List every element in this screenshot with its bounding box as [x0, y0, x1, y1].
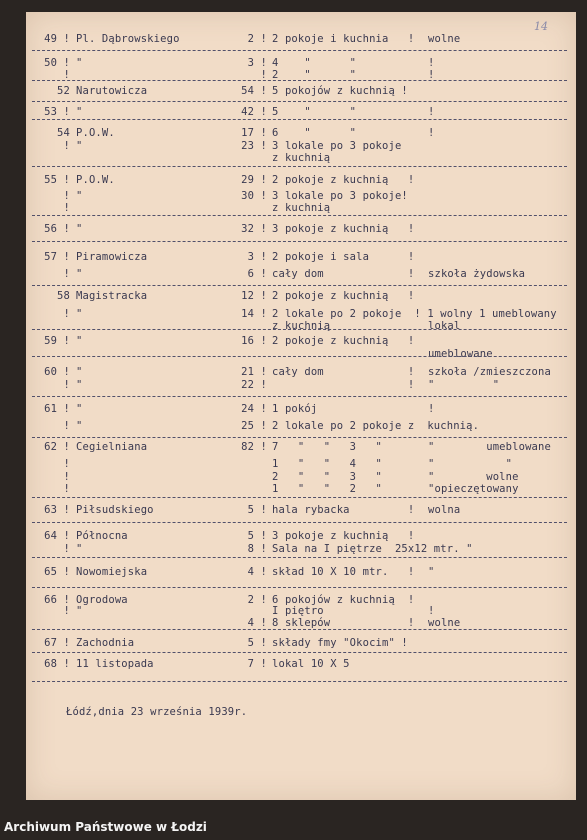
premises-description: ! [272, 379, 415, 391]
closing-date-line: Łódź,dnia 23 września 1939r. [66, 706, 248, 718]
house-number: 4 ! [247, 617, 267, 629]
row-number: ! [63, 605, 70, 617]
house-number: 21 ! [241, 366, 267, 378]
status-note: ! [428, 106, 435, 118]
row-separator [32, 215, 567, 216]
premises-description: I piętro [272, 605, 324, 617]
premises-description: 4 " " [272, 57, 357, 69]
premises-description: 5 " " [272, 106, 357, 118]
house-number: 82 ! [241, 441, 267, 453]
row-separator [32, 437, 567, 438]
status-note: ! [428, 605, 435, 617]
house-number: 23 ! [241, 140, 267, 152]
premises-description: 3 pokoje z kuchnią ! [272, 530, 415, 542]
premises-description: 2 pokoje z kuchnią ! [272, 335, 415, 347]
row-separator [32, 356, 567, 357]
house-number: 22 ! [241, 379, 267, 391]
street-name: " [76, 543, 83, 555]
row-number: ! [63, 190, 70, 202]
status-note: " " [428, 379, 500, 391]
house-number: 25 ! [241, 420, 267, 432]
house-number: 42 ! [241, 106, 267, 118]
house-number: 2 ! [247, 594, 267, 606]
premises-description: 5 pokojów z kuchnią ! [272, 85, 408, 97]
row-number: 68 ! [44, 658, 70, 670]
street-name: Ogrodowa [76, 594, 128, 606]
row-number: 52 [57, 85, 70, 97]
premises-description: 2 lokale po 2 pokoje z kuchnią. [272, 420, 480, 432]
street-name: " [76, 57, 83, 69]
house-number: 17 ! [241, 127, 267, 139]
street-name: " [76, 308, 83, 320]
row-number: 66 ! [44, 594, 70, 606]
premises-description: 3 pokoje z kuchnią ! [272, 223, 415, 235]
row-number: ! [63, 69, 70, 81]
row-separator [32, 241, 567, 242]
street-name: " [76, 190, 83, 202]
house-number: 30 ! [241, 190, 267, 202]
premises-description: Sala na I piętrze 25x12 mtr. " [272, 543, 473, 555]
premises-description: 8 sklepów ! [272, 617, 415, 629]
street-name: P.O.W. [76, 127, 115, 139]
row-number: 54 [57, 127, 70, 139]
row-separator [32, 681, 567, 682]
house-number: 5 ! [247, 637, 267, 649]
premises-description: z kuchnią [272, 202, 331, 214]
street-name: Magistracka [76, 290, 148, 302]
row-number: 50 ! [44, 57, 70, 69]
status-note: ! [428, 403, 435, 415]
house-number: 3 ! [247, 57, 267, 69]
premises-description: cały dom ! [272, 268, 415, 280]
row-separator [32, 522, 567, 523]
row-number: ! [63, 379, 70, 391]
row-number: ! [63, 268, 70, 280]
premises-description: 2 lokale po 2 pokoje ! 1 wolny 1 umeblowany [272, 308, 557, 320]
premises-description: z kuchnią [272, 152, 331, 164]
status-note: umeblowane [428, 348, 493, 360]
row-number: ! [63, 483, 70, 495]
status-note: wolne [428, 33, 461, 45]
premises-description: 6 pokojów z kuchnią ! [272, 594, 415, 606]
street-name: " [76, 420, 83, 432]
row-separator [32, 396, 567, 397]
house-number: 6 ! [247, 268, 267, 280]
row-separator [32, 166, 567, 167]
row-number: ! [63, 458, 70, 470]
street-name: 11 listopada [76, 658, 154, 670]
status-note: ! [428, 57, 435, 69]
premises-description: 3 lokale po 3 pokoje! [272, 190, 408, 202]
row-number: 56 ! [44, 223, 70, 235]
row-number: 60 ! [44, 366, 70, 378]
street-name: " [76, 140, 83, 152]
premises-description: 2 pokoje z kuchnią ! [272, 290, 415, 302]
premises-description: hala rybacka ! [272, 504, 415, 516]
status-note: szkoła żydowska [428, 268, 526, 280]
row-number: 57 ! [44, 251, 70, 263]
row-separator [32, 80, 567, 81]
row-number: 62 ! [44, 441, 70, 453]
street-name: " [76, 379, 83, 391]
premises-description: 1 " " 4 " [272, 458, 383, 470]
status-note: " " [428, 458, 513, 470]
street-name: " [76, 223, 83, 235]
premises-description: cały dom ! [272, 366, 415, 378]
street-name: Północna [76, 530, 128, 542]
street-name: Pl. Dąbrowskiego [76, 33, 180, 45]
row-number: 49 ! [44, 33, 70, 45]
house-number: 29 ! [241, 174, 267, 186]
row-separator [32, 629, 567, 630]
house-number: 4 ! [247, 566, 267, 578]
status-note: wolne [428, 617, 461, 629]
house-number: 5 ! [247, 504, 267, 516]
status-note: wolna [428, 504, 461, 516]
row-number: 67 ! [44, 637, 70, 649]
house-number: 7 ! [247, 658, 267, 670]
status-note: " [428, 566, 435, 578]
street-name: Nowomiejska [76, 566, 148, 578]
row-number: ! [63, 420, 70, 432]
row-number: 65 ! [44, 566, 70, 578]
street-name: Piłsudskiego [76, 504, 154, 516]
row-number: ! [63, 543, 70, 555]
row-number: 64 ! [44, 530, 70, 542]
status-note: szkoła /zmieszczona [428, 366, 551, 378]
row-number: ! [63, 140, 70, 152]
street-name: " [76, 335, 83, 347]
premises-description: lokal 10 X 5 [272, 658, 350, 670]
premises-description: skład 10 X 10 mtr. ! [272, 566, 415, 578]
row-separator [32, 329, 567, 330]
street-name: " [76, 366, 83, 378]
house-number: 3 ! [247, 251, 267, 263]
house-number: 54 ! [241, 85, 267, 97]
street-name: Cegielniana [76, 441, 148, 453]
row-number: 53 ! [44, 106, 70, 118]
street-name: Piramowicza [76, 251, 148, 263]
row-separator [32, 101, 567, 102]
street-name: " [76, 605, 83, 617]
row-separator [32, 587, 567, 588]
street-name: P.O.W. [76, 174, 115, 186]
street-name: " [76, 268, 83, 280]
premises-description: 2 " " [272, 69, 357, 81]
row-separator [32, 497, 567, 498]
premises-description: 3 lokale po 3 pokoje [272, 140, 402, 152]
row-number: 61 ! [44, 403, 70, 415]
archive-footer [0, 815, 587, 840]
status-note: lokal [428, 320, 461, 332]
row-number: 63 ! [44, 504, 70, 516]
status-note: " wolne [428, 471, 519, 483]
premises-description: 7 " " 3 " [272, 441, 383, 453]
status-note: ! [428, 69, 435, 81]
premises-description: 1 " " 2 " [272, 483, 383, 495]
street-name: Narutowicza [76, 85, 148, 97]
row-separator [32, 119, 567, 120]
status-note: " umeblowane [428, 441, 551, 453]
premises-description: 1 pokój [272, 403, 318, 415]
row-number: 58 [57, 290, 70, 302]
status-note: "opieczętowany [428, 483, 519, 495]
house-number: ! [260, 69, 267, 81]
street-name: Zachodnia [76, 637, 135, 649]
row-separator [32, 557, 567, 558]
row-number: ! [63, 471, 70, 483]
page-number: 14 [534, 20, 548, 33]
row-number: 55 ! [44, 174, 70, 186]
house-number: 16 ! [241, 335, 267, 347]
house-number: 32 ! [241, 223, 267, 235]
house-number: 8 ! [247, 543, 267, 555]
premises-description: 6 " " [272, 127, 357, 139]
street-name: " [76, 106, 83, 118]
row-number: 59 ! [44, 335, 70, 347]
premises-description: 2 pokoje i kuchnia ! [272, 33, 415, 45]
house-number: 14 ! [241, 308, 267, 320]
street-name: " [76, 403, 83, 415]
row-number: ! [63, 202, 70, 214]
archive-label: Archiwum Państwowe w Łodzi [4, 820, 207, 834]
row-number: ! [63, 308, 70, 320]
premises-description: z kuchnią [272, 320, 331, 332]
house-number: 5 ! [247, 530, 267, 542]
premises-description: składy fmy "Okocim" ! [272, 637, 408, 649]
premises-description: 2 " " 3 " [272, 471, 383, 483]
row-separator [32, 50, 567, 51]
premises-description: 2 pokoje i sala ! [272, 251, 415, 263]
house-number: 12 ! [241, 290, 267, 302]
row-separator [32, 285, 567, 286]
house-number: 2 ! [247, 33, 267, 45]
premises-description: 2 pokoje z kuchnią ! [272, 174, 415, 186]
house-number: 24 ! [241, 403, 267, 415]
row-separator [32, 652, 567, 653]
status-note: ! [428, 127, 435, 139]
